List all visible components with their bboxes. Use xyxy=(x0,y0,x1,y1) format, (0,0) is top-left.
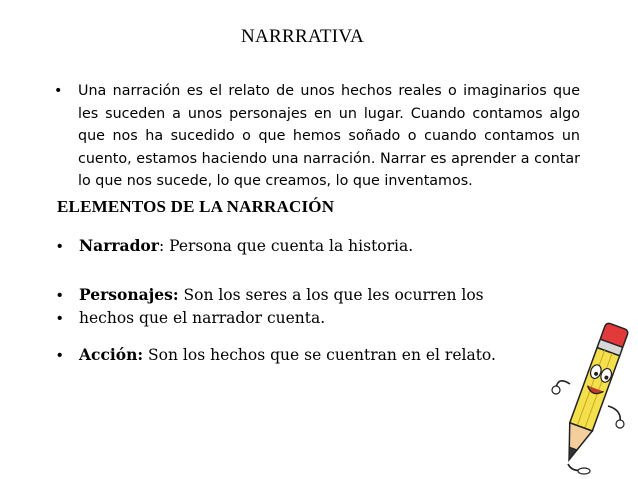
bullet-icon: • xyxy=(54,83,63,99)
item-term: Narrador xyxy=(79,236,159,255)
intro-paragraph xyxy=(56,80,580,193)
section-heading: ELEMENTOS DE LA NARRACIÓN xyxy=(57,197,335,216)
item-term: Acción: xyxy=(79,345,144,364)
item-term: Personajes: xyxy=(79,285,179,304)
item-text: Son los seres a los que les ocurren los xyxy=(178,286,484,304)
bullet-icon: • xyxy=(57,287,63,304)
slide-title: NARRRATIVA xyxy=(241,26,365,47)
list-item-personajes xyxy=(57,285,484,305)
list-item-narrador xyxy=(57,236,413,256)
bullet-icon: • xyxy=(57,238,63,255)
item-text: : Persona que cuenta la historia. xyxy=(158,237,414,255)
intro-text: Una narración es el relato de unos hechos reales o imaginarios que les suceden a unos personajes en un lugar. Cuando contamos algo que nos ha sucedido o que hemos soñado o cuando contamos un cuento, estamos haciendo una narración. Narrar es aprender a contar lo que nos sucede, lo que creamos, lo que inventamos. xyxy=(78,83,580,189)
pencil-character-icon xyxy=(548,314,638,479)
bullet-icon: • xyxy=(57,347,63,364)
item-text: hechos que el narrador cuenta. xyxy=(79,309,326,327)
bullet-icon: • xyxy=(57,310,63,327)
list-item-accion xyxy=(57,345,496,365)
list-item-hechos xyxy=(57,308,325,328)
item-text: Son los hechos que se cuentran en el relato. xyxy=(143,346,496,364)
